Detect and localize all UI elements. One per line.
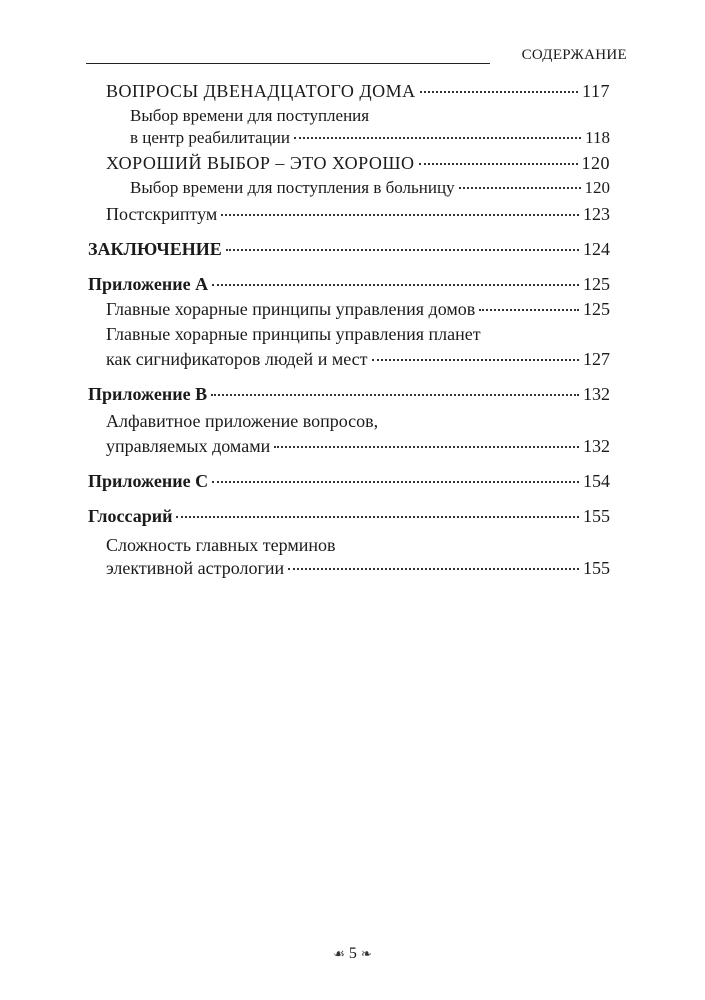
toc-entry-page: 127 [583, 349, 610, 369]
toc-entry [88, 505, 610, 527]
dot-leader [294, 137, 581, 139]
dot-leader [221, 214, 579, 216]
toc-entry-page: 155 [583, 506, 610, 526]
dot-leader [288, 568, 579, 570]
toc-entry-title: Главные хорарные принципы управления планет [106, 324, 481, 344]
toc-entry [88, 80, 610, 102]
toc-entry-page: 124 [583, 239, 610, 259]
toc-entry-title: Приложение B [88, 384, 208, 404]
toc-entry-page: 120 [584, 178, 610, 197]
toc-entry-page: 118 [585, 128, 610, 147]
toc-entry-title: ХОРОШИЙ ВЫБОР – ЭТО ХОРОШО [106, 153, 415, 173]
toc-entry [88, 177, 610, 199]
toc-entry [88, 323, 610, 370]
toc-entry [88, 383, 610, 405]
page-number: 5 [348, 945, 357, 962]
toc-entry [88, 273, 610, 295]
toc-entry-page: 120 [581, 153, 610, 173]
toc-entry [88, 534, 610, 579]
toc-entry-page: 154 [583, 471, 610, 491]
toc-entry [88, 238, 610, 260]
dot-leader [211, 394, 579, 396]
toc-entry [88, 152, 610, 174]
left-ornament-icon: ☙ [333, 946, 345, 961]
toc-entry-title-cont: в центр реабилитации [130, 128, 291, 147]
toc-entry-page: 125 [583, 299, 610, 319]
dot-leader [372, 359, 579, 361]
toc-entry-title: Приложение A [88, 274, 209, 294]
toc-entry-page: 132 [583, 384, 610, 404]
toc-entry [88, 410, 610, 457]
toc-entry [88, 105, 610, 149]
toc-entry-title: Выбор времени для поступления [130, 106, 370, 125]
toc-entry-title: Сложность главных терминов [106, 535, 336, 555]
header-rule [86, 63, 490, 64]
dot-leader [226, 249, 579, 251]
toc-entry-title: Выбор времени для поступления в больницу [130, 178, 455, 197]
dot-leader [212, 481, 579, 483]
right-ornament-icon: ❧ [360, 946, 372, 961]
toc-entry [88, 298, 610, 320]
running-head: СОДЕРЖАНИЕ [521, 47, 627, 63]
page-folio [0, 945, 705, 963]
toc-entry-title: Главные хорарные принципы управления домов [106, 299, 476, 319]
table-of-contents [88, 80, 610, 579]
toc-entry-page: 123 [583, 204, 610, 224]
dot-leader [274, 446, 579, 448]
toc-entry-title-cont: элективной астрологии [106, 558, 285, 578]
toc-entry-page: 155 [583, 558, 610, 578]
dot-leader [479, 309, 579, 311]
toc-entry-title-cont: как сигнификаторов людей и мест [106, 349, 368, 369]
toc-entry-title: Приложение C [88, 471, 209, 491]
dot-leader [459, 187, 581, 189]
toc-entry-title: ВОПРОСЫ ДВЕНАДЦАТОГО ДОМА [106, 81, 416, 101]
toc-entry-page: 117 [582, 81, 610, 101]
toc-entry-page: 125 [583, 274, 610, 294]
toc-entry-page: 132 [583, 436, 610, 456]
dot-leader [212, 284, 579, 286]
toc-entry-title: ЗАКЛЮЧЕНИЕ [88, 239, 222, 259]
toc-entry [88, 203, 610, 225]
dot-leader [176, 516, 579, 518]
dot-leader [420, 91, 579, 93]
toc-entry-title: Постскриптум [106, 204, 218, 224]
toc-entry-title: Глоссарий [88, 506, 173, 526]
toc-entry-title-cont: управляемых домами [106, 436, 271, 456]
toc-entry [88, 470, 610, 492]
dot-leader [419, 163, 578, 165]
toc-entry-title: Алфавитное приложение вопросов, [106, 411, 379, 431]
